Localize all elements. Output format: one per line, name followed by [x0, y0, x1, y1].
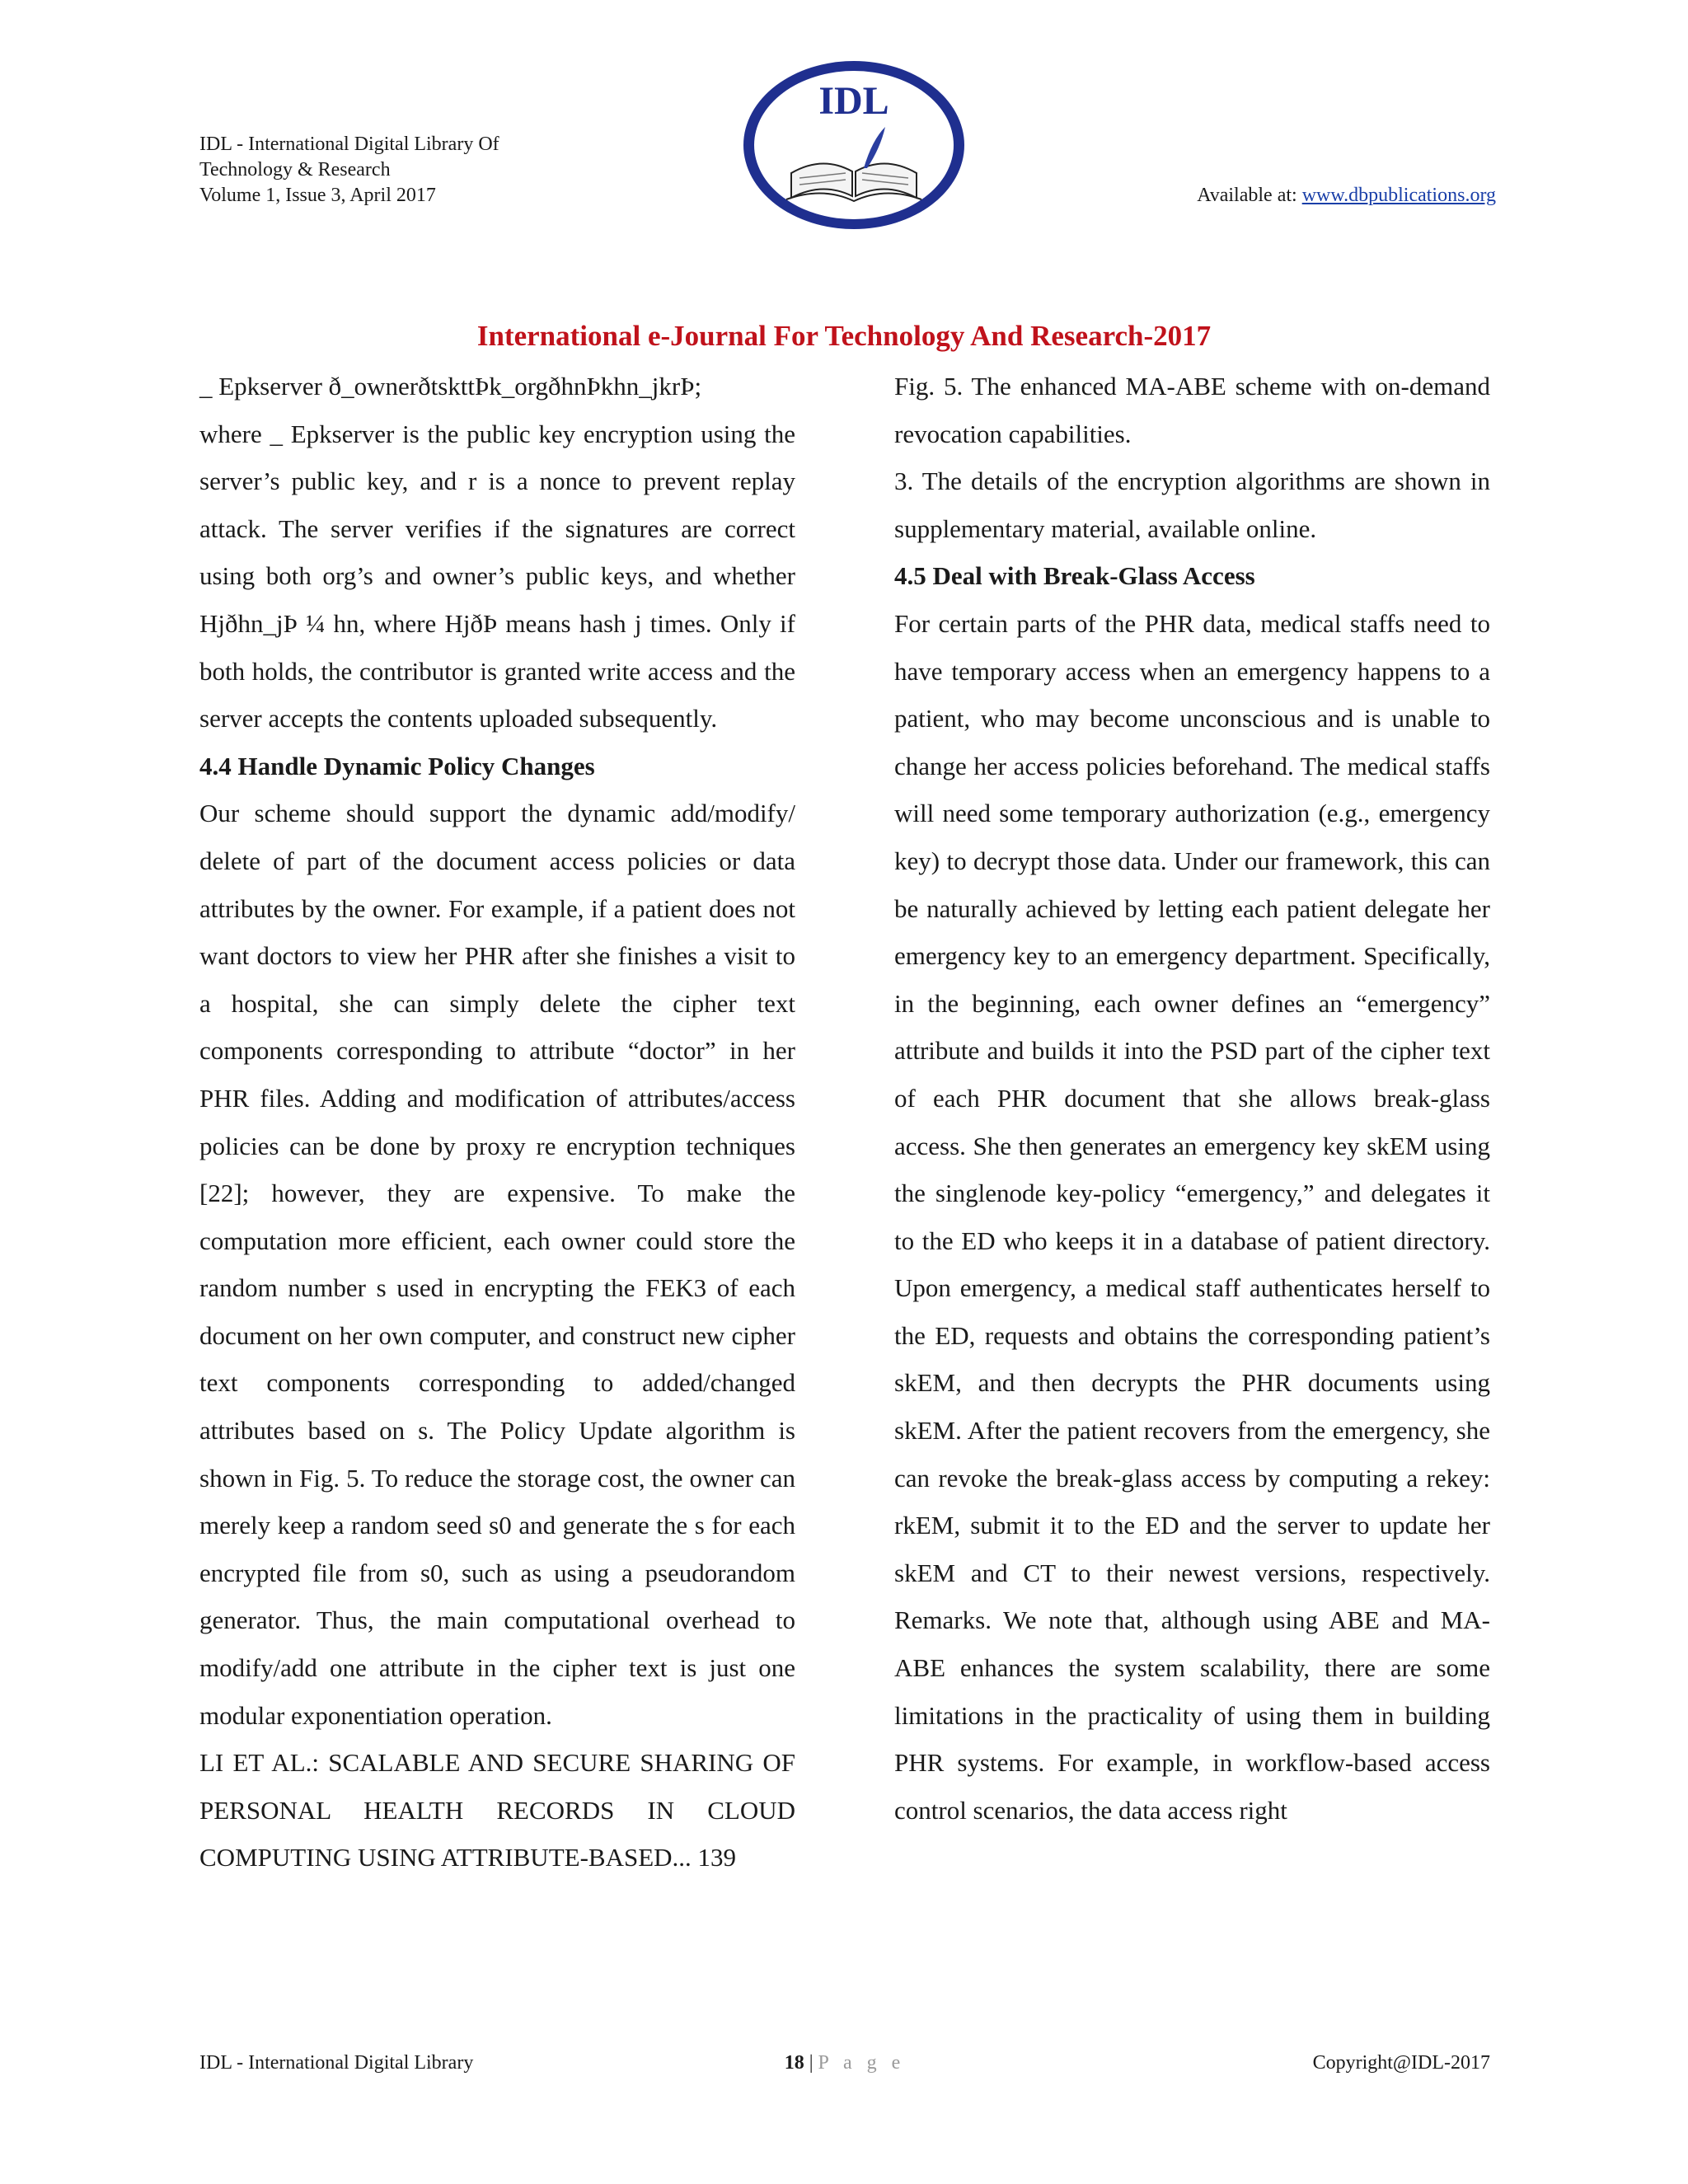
left-paragraph-verification: where _ Epkserver is the public key encryption using the server’s public key, and r is a nonce to prevent replay attack. The server verifies if the signatures are correct using both org’s and owner’s public keys, and whether Hjðhn_jÞ ¼ hn, where HjðÞ means hash j times. Only if both holds, the contributor is granted write access and the server accepts the contents uploaded subsequently. — [199, 419, 795, 733]
logo-text: IDL — [818, 79, 889, 123]
header-line-2: Technology & Research — [199, 159, 391, 180]
page-footer — [199, 2052, 1490, 2077]
header-availability — [1197, 183, 1496, 209]
section-heading-4-5: 4.5 Deal with Break-Glass Access — [894, 561, 1255, 591]
page-separator: | — [804, 2052, 818, 2074]
left-column — [199, 363, 795, 1882]
left-formula-line: _ Epkserver ð_ownerðtskttÞk_orgðhnÞkhn_jkrÞ; — [199, 372, 702, 401]
footnote-3: 3. The details of the encryption algorithms are shown in supplementary material, available online. — [894, 466, 1490, 543]
right-paragraph-break-glass: For certain parts of the PHR data, medical staffs need to have temporary access when an emergency happens to a patient, who may become unconscious and is unable to change her access policies beforehand. The medical staffs will need some temporary authorization (e.g., emergency key) to decrypt those data. Under our framework, this can be naturally achieved by letting each patient delegate her emergency key to an emergency department. Specifically, in the beginning, each owner defines an “emergency” attribute and builds it into the PSD part of the cipher text of each PHR document that she allows break-glass access. She then generates an emergency key skEM using the singlenode key-policy “emergency,” and delegates it to the ED who keeps it in a database of patient directory. Upon emergency, a medical staff authenticates herself to the ED, requests and obtains the corresponding patient’s skEM, and then decrypts the PHR documents using skEM. After the patient recovers from the emergency, she can revoke the break-glass access by computing a rekey: rkEM, submit it to the ED and the server to update her skEM and CT to their newest versions, respectively. Remarks. We note that, although using ABE and MA-ABE enhances the system scalability, there are some limitations in the practicality of using them in building PHR systems. For example, in workflow-based access control scenarios, the data access right — [894, 608, 1490, 1825]
left-running-head: LI ET AL.: SCALABLE AND SECURE SHARING OF PERSONAL HEALTH RECORDS IN CLOUD COMPUTING USING ATTRIBUTE-BASED... 139 — [199, 1748, 795, 1872]
available-label: Available at: — [1197, 185, 1302, 206]
figure-caption: Fig. 5. The enhanced MA-ABE scheme with on-demand revocation capabilities. — [894, 372, 1490, 448]
idl-logo — [740, 58, 968, 232]
right-column — [894, 363, 1490, 1834]
section-heading-4-4: 4.4 Handle Dynamic Policy Changes — [199, 751, 595, 780]
footer-left: IDL - International Digital Library — [199, 2052, 474, 2074]
header-line-3: Volume 1, Issue 3, April 2017 — [199, 185, 436, 206]
journal-title: International e-Journal For Technology And Research-2017 — [476, 320, 1212, 352]
left-paragraph-policy-changes: Our scheme should support the dynamic add/modify/ delete of part of the document access policies or data attributes by the owner. For example, if a patient does not want doctors to view her PHR after she finishes a visit to a hospital, she can simply delete the cipher text components corresponding to attribute “doctor” in her PHR files. Adding and modification of attributes/access policies can be done by proxy re encryption techniques [22]; however, they are expensive. To make the computation more efficient, each owner could store the random number s used in encrypting the FEK3 of each document on her own computer, and construct new cipher text components corresponding to added/changed attributes based on s. The Policy Update algorithm is shown in Fig. 5. To reduce the storage cost, the owner can merely keep a random seed s0 and generate the s for each encrypted file from s0, such as using a pseudorandom generator. Thus, the main computational overhead to modify/add one attribute in the cipher text is just one modular exponentiation operation. — [199, 799, 795, 1730]
footer-copyright: Copyright@IDL-2017 — [1312, 2052, 1490, 2074]
page-word: P a g e — [818, 2052, 906, 2074]
publisher-link[interactable]: www.dbpublications.org — [1301, 185, 1496, 206]
footer-page — [199, 2052, 1490, 2074]
header-journal-info — [199, 132, 499, 209]
header-line-1: IDL - International Digital Library Of — [199, 134, 499, 155]
page-number: 18 — [784, 2052, 804, 2074]
